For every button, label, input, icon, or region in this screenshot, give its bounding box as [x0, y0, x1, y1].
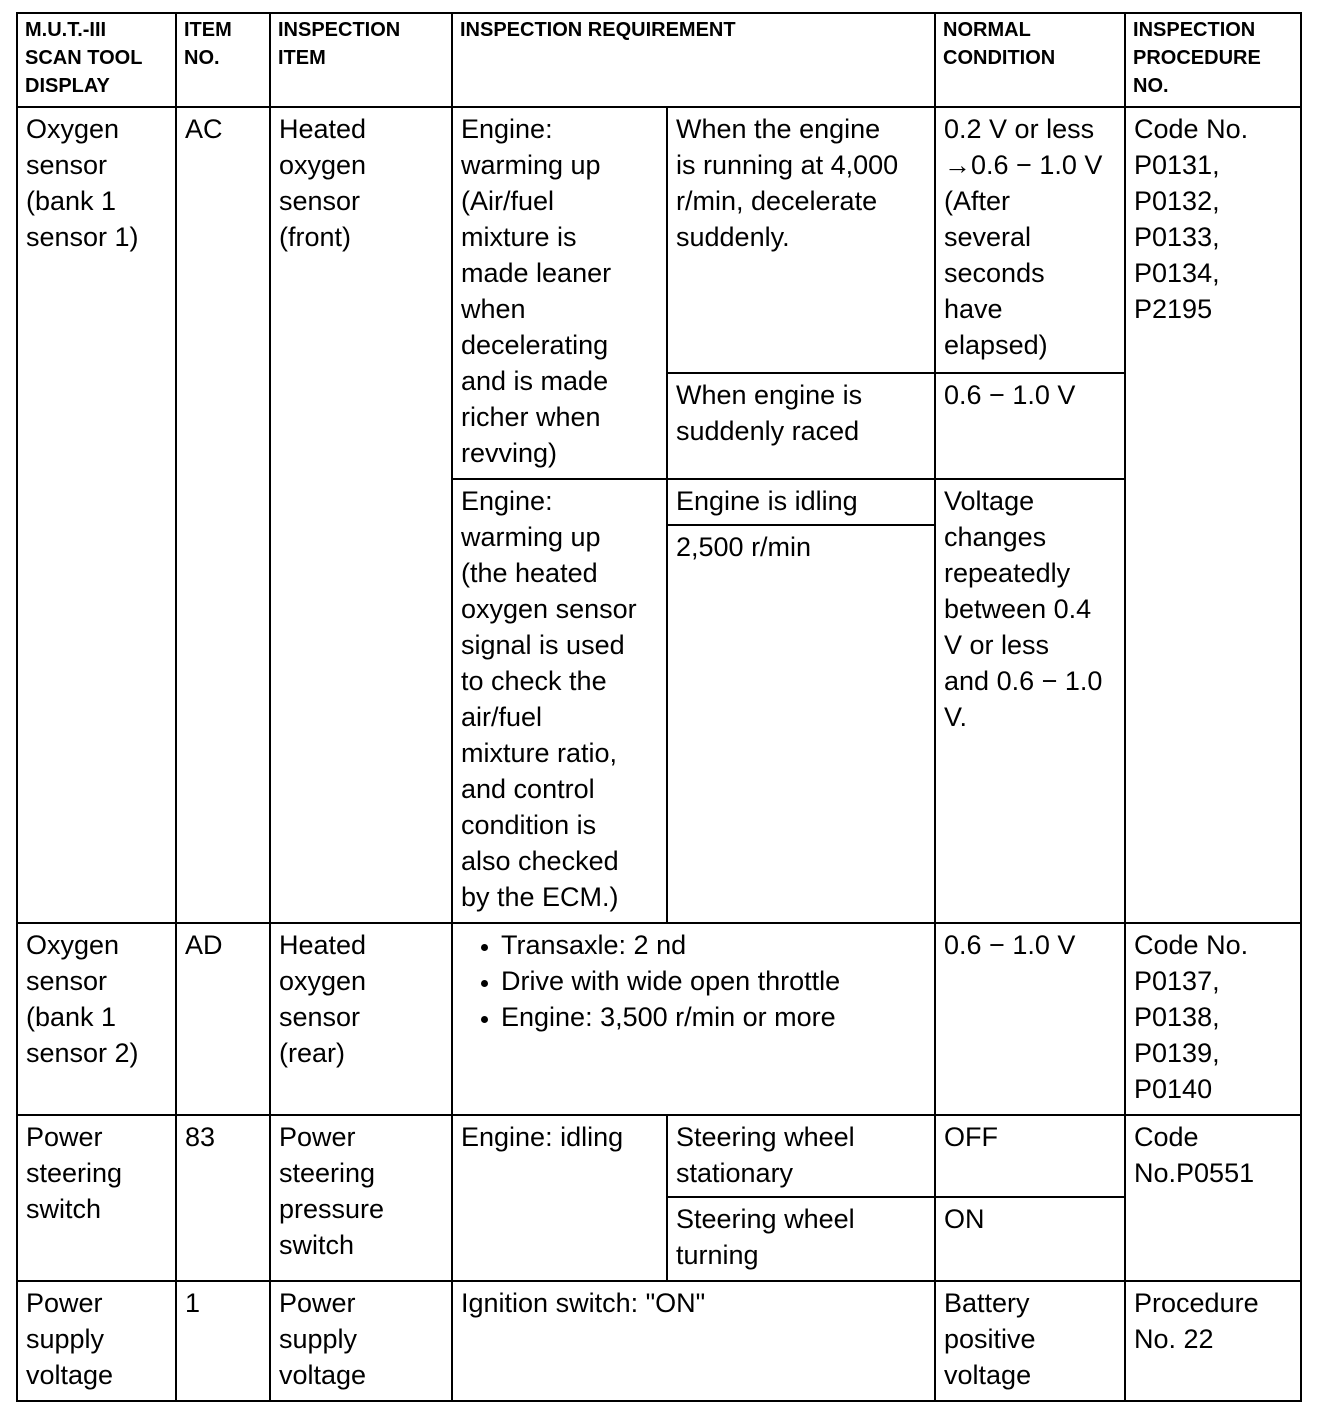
text-line: Power: [279, 1288, 356, 1318]
text-line: INSPECTION REQUIREMENT: [460, 19, 736, 41]
text-line: decelerating: [461, 330, 609, 360]
cell-inspection-item: [270, 107, 452, 923]
text-line: NORMAL: [943, 19, 1031, 41]
text-line: oxygen: [279, 966, 367, 996]
text-line: Steering wheel: [676, 1122, 855, 1152]
table-row: [17, 1281, 1301, 1401]
text-line: sensor: [279, 186, 361, 216]
header-normal-condition: [935, 13, 1125, 107]
text-line: Engine: idling: [461, 1122, 624, 1152]
text-line: (rear): [279, 1038, 345, 1068]
text-line: suddenly raced: [676, 416, 860, 446]
text-line: Power: [26, 1122, 103, 1152]
text-line: oxygen: [279, 150, 367, 180]
text-line: is running at 4,000: [676, 150, 899, 180]
text-line: No.P0551: [1134, 1158, 1255, 1188]
text-line: turning: [676, 1240, 759, 1270]
text-line: also checked: [461, 846, 619, 876]
text-line: OFF: [944, 1122, 999, 1152]
text-line: ITEM: [278, 47, 326, 69]
cell-procedure-no: [1125, 1281, 1301, 1401]
text-line: ON: [944, 1204, 985, 1234]
text-line: switch: [279, 1230, 355, 1260]
cell-requirement: [452, 923, 935, 1115]
text-line: NO.: [1133, 75, 1169, 97]
text-line: Voltage: [944, 486, 1035, 516]
list-item: • Drive with wide open throttle: [501, 963, 926, 999]
text-line: (Air/fuel: [461, 186, 555, 216]
cell-display: [17, 1115, 176, 1281]
cell-item-no: AC: [176, 107, 270, 923]
text-line: voltage: [279, 1360, 367, 1390]
text-line: positive: [944, 1324, 1036, 1354]
text-line: M.U.T.-III: [25, 19, 107, 41]
text-line: sensor: [26, 150, 108, 180]
text-line: voltage: [26, 1360, 114, 1390]
text-line: made leaner: [461, 258, 612, 288]
cell-normal-condition: [935, 1115, 1125, 1197]
header-inspection-requirement: [452, 13, 935, 107]
cell-display: [17, 107, 176, 923]
cell-item-no: AD: [176, 923, 270, 1115]
text-line: P0133,: [1134, 222, 1220, 252]
text-line: condition is: [461, 810, 597, 840]
text-line: 0.6 − 1.0 V: [944, 380, 1076, 410]
header-item-no: [176, 13, 270, 107]
text-line: SCAN TOOL: [25, 47, 143, 69]
text-line: suddenly.: [676, 222, 790, 252]
text-line: Power: [26, 1288, 103, 1318]
text-line: r/min, decelerate: [676, 186, 878, 216]
text-line: Ignition switch: "ON": [461, 1288, 706, 1318]
cell-normal-condition: [935, 1197, 1125, 1281]
text-line: →0.6 − 1.0 V: [944, 150, 1103, 180]
text-line: V or less: [944, 630, 1050, 660]
text-line: P0134,: [1134, 258, 1220, 288]
text-line: supply: [26, 1324, 105, 1354]
cell-procedure-no: [1125, 1115, 1301, 1281]
text-line: revving): [461, 438, 558, 468]
text-line: DISPLAY: [25, 75, 110, 97]
header-inspection-item: [270, 13, 452, 107]
text-line: signal is used: [461, 630, 625, 660]
header-procedure-no: [1125, 13, 1301, 107]
text-line: when: [461, 294, 526, 324]
text-line: sensor 1): [26, 222, 139, 252]
text-line: P2195: [1134, 294, 1213, 324]
list-item: • Transaxle: 2 nd: [501, 927, 926, 963]
text-line: 0.2 V or less: [944, 114, 1095, 144]
header-row: [17, 13, 1301, 107]
text-line: (bank 1: [26, 1002, 117, 1032]
table-row: [17, 1115, 1301, 1197]
cell-condition: [667, 373, 935, 479]
text-line: NO.: [184, 47, 220, 69]
text-line: (front): [279, 222, 352, 252]
text-line: sensor 2): [26, 1038, 139, 1068]
text-line: Engine:: [461, 486, 553, 516]
cell-condition: [667, 479, 935, 525]
text-line: P0140: [1134, 1074, 1213, 1104]
text-line: When the engine: [676, 114, 881, 144]
text-line: steering: [26, 1158, 123, 1188]
text-line: oxygen sensor: [461, 594, 637, 624]
text-line: and control: [461, 774, 595, 804]
cell-requirement: [452, 479, 667, 923]
cell-condition: [667, 1115, 935, 1197]
table-row: [17, 107, 1301, 373]
header-display: [17, 13, 176, 107]
cell-inspection-item: [270, 1115, 452, 1281]
text-line: voltage: [944, 1360, 1032, 1390]
text-line: Oxygen: [26, 930, 120, 960]
text-line: several: [944, 222, 1032, 252]
text-line: repeatedly: [944, 558, 1071, 588]
text-line: to check the: [461, 666, 607, 696]
cell-procedure-no: [1125, 107, 1301, 923]
text-line: seconds: [944, 258, 1045, 288]
text-line: Heated: [279, 930, 367, 960]
cell-normal-condition: [935, 1281, 1125, 1401]
text-line: INSPECTION: [278, 19, 401, 41]
text-line: between 0.4: [944, 594, 1092, 624]
text-line: Engine is idling: [676, 486, 858, 516]
text-line: richer when: [461, 402, 601, 432]
text-line: Engine:: [461, 114, 553, 144]
text-line: Code No.: [1134, 930, 1249, 960]
text-line: ITEM: [184, 19, 232, 41]
text-line: by the ECM.): [461, 882, 619, 912]
text-line: mixture ratio,: [461, 738, 618, 768]
text-line: air/fuel: [461, 702, 543, 732]
text-line: No. 22: [1134, 1324, 1214, 1354]
text-line: sensor: [26, 966, 108, 996]
text-line: Heated: [279, 114, 367, 144]
text-line: and 0.6 − 1.0: [944, 666, 1103, 696]
text-line: Steering wheel: [676, 1204, 855, 1234]
cell-condition: [667, 1197, 935, 1281]
cell-requirement: [452, 1281, 935, 1401]
text-line: Code No.: [1134, 114, 1249, 144]
cell-item-no: 1: [176, 1281, 270, 1401]
text-line: changes: [944, 522, 1047, 552]
text-line: stationary: [676, 1158, 794, 1188]
text-line: Oxygen: [26, 114, 120, 144]
cell-display: [17, 1281, 176, 1401]
cell-requirement: [452, 107, 667, 479]
text-line: warming up: [461, 522, 601, 552]
text-line: supply: [279, 1324, 358, 1354]
text-line: (After: [944, 186, 1011, 216]
text-line: P0139,: [1134, 1038, 1220, 1068]
inspection-table: [16, 12, 1302, 1402]
text-line: elapsed): [944, 330, 1048, 360]
text-line: warming up: [461, 150, 601, 180]
table-row: [17, 923, 1301, 1115]
text-line: P0132,: [1134, 186, 1220, 216]
text-line: Battery: [944, 1288, 1030, 1318]
list-item: • Engine: 3,500 r/min or more: [501, 999, 926, 1035]
text-line: When engine is: [676, 380, 863, 410]
cell-condition: [667, 107, 935, 373]
cell-procedure-no: [1125, 923, 1301, 1115]
cell-display: [17, 923, 176, 1115]
text-line: 0.6 − 1.0 V: [944, 930, 1076, 960]
text-line: (the heated: [461, 558, 598, 588]
text-line: sensor: [279, 1002, 361, 1032]
text-line: Procedure: [1134, 1288, 1259, 1318]
text-line: V.: [944, 702, 968, 732]
cell-normal-condition: [935, 479, 1125, 923]
cell-normal-condition: [935, 373, 1125, 479]
cell-normal-condition: [935, 923, 1125, 1115]
requirement-bullet-list: [461, 927, 926, 1035]
cell-inspection-item: [270, 923, 452, 1115]
text-line: and is made: [461, 366, 609, 396]
text-line: mixture is: [461, 222, 577, 252]
text-line: pressure: [279, 1194, 385, 1224]
text-line: switch: [26, 1194, 102, 1224]
text-line: P0131,: [1134, 150, 1220, 180]
cell-condition: [667, 525, 935, 923]
text-line: P0137,: [1134, 966, 1220, 996]
cell-item-no: 83: [176, 1115, 270, 1281]
cell-inspection-item: [270, 1281, 452, 1401]
cell-requirement: [452, 1115, 667, 1281]
text-line: INSPECTION: [1133, 19, 1256, 41]
text-line: 2,500 r/min: [676, 532, 812, 562]
text-line: PROCEDURE: [1133, 47, 1261, 69]
text-line: have: [944, 294, 1003, 324]
text-line: Power: [279, 1122, 356, 1152]
cell-normal-condition: [935, 107, 1125, 373]
text-line: P0138,: [1134, 1002, 1220, 1032]
text-line: Code: [1134, 1122, 1199, 1152]
text-line: steering: [279, 1158, 376, 1188]
text-line: (bank 1: [26, 186, 117, 216]
text-line: CONDITION: [943, 47, 1056, 69]
